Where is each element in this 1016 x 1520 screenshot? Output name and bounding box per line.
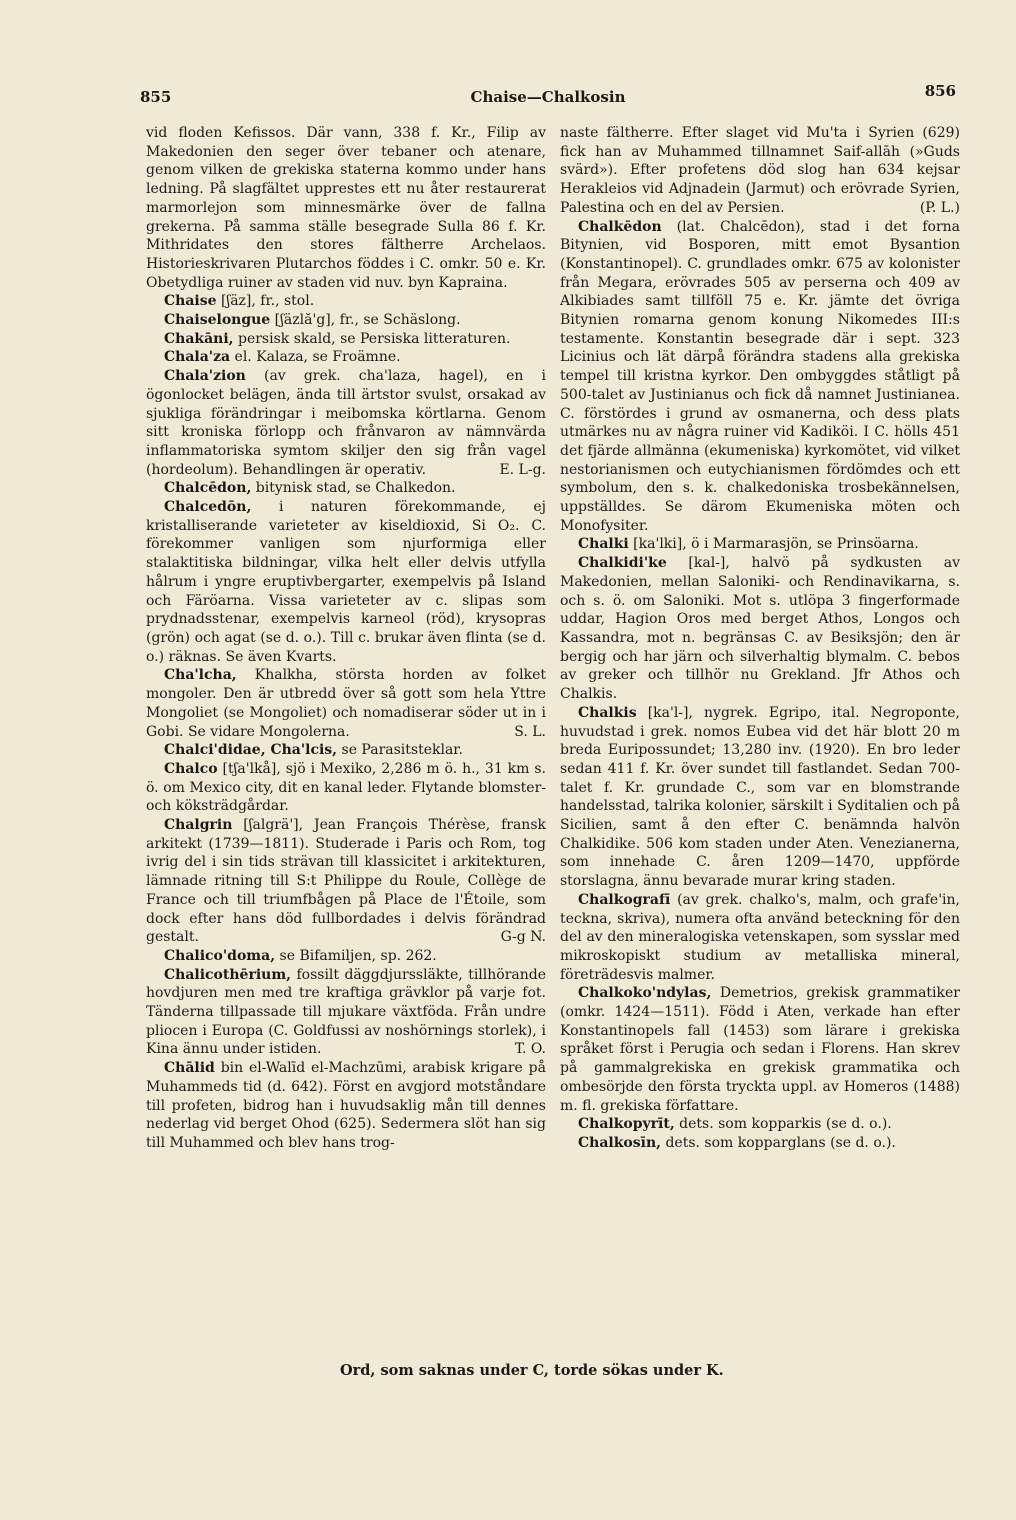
- entry-text: (lat. Chalcēdon), stad i det forna Bitynien, vid Bosporen, mitt emot Bysantion (Konstantinopel). C. grundlades omkr. 675 av kolonister från Megara, erövrades 505 av perserna och 409 av Alkibiades samt tillföll 75 e. Kr. jämte det övriga Bitynien romarna genom konung Nikomedes III:s testamente. Konstantin besegrade där i sept. 323 Licinius och lät därpå förändra stadens alla grekiska tempel till kristna kyrkor. Den ombyggdes ståtligt på 500-talet av Justinianus och fick då namnet Justinianea. C. förstördes i grund av osmanerna, och dess plats utmärkes nu av några ruiner vid Kadiköi. I C. hölls 451 det fjärde allmänna (ekumeniska) kyrkomötet, vid vilket nestorianismen och eutychianismen fördömdes och ett symbolum, den s. k. chalkedoniska trosbekännelsen, uppställdes. Se därom Ekumeniska möten och Monofysiter.: [560, 218, 960, 534]
- entry-text: i naturen förekommande, ej kristalliserande varieteter av kiseldioxid, Si O₂. C. förekommer vanligen som njurformiga eller stalaktitiska bildningar, vilka helt eller delvis utfylla hålrum i yngre eruptivbergarter, exempelvis på Island och Färöarna. Vissa varieteter av c. slipas som prydnadsstenar, exempelvis karneol (röd), krysopras (grön) och agat (se d. o.). Till c. brukar även flinta (se d. o.) räknas. Se även Kvarts.: [146, 499, 546, 665]
- page-number-right: 856: [924, 82, 956, 100]
- entry-text: se Bifamiljen, sp. 262.: [275, 947, 437, 964]
- entry-headword: Cha'lcha,: [164, 667, 237, 684]
- entry-headword: Chalcedōn,: [164, 499, 252, 516]
- dictionary-entry: [146, 947, 546, 966]
- dictionary-entry: [560, 554, 960, 704]
- entry-text: dets. som kopparglans (se d. o.).: [661, 1134, 896, 1151]
- entry-signature: (P. L.): [919, 199, 960, 216]
- entry-text: [ʃalgrä'], Jean François Thérèse, fransk arkitekt (1739—1811). Studerade i Paris och Rom, tog ivrig del i sin tids strävan till klassicitet i arkitekturen, lämnade ritning till S:t Philippe du Roule, Collège de France och till triumfbågen på Place de l'Étoile, som dock efter hans död fullbordades i delvis förändrad gestalt.: [146, 817, 546, 946]
- entry-text: fossilt däggdjurssläkte, tillhörande hovdjuren men med tre kraftiga grävklor på varje fot. Tänderna tillpassade till mjukare växtföda. Från undre pliocen i Europa (C. Goldfussi av noshörnings storlek), i Kina ännu under istiden.: [146, 966, 546, 1058]
- entry-headword: Chalcēdon,: [164, 480, 252, 497]
- page-header: [140, 82, 956, 112]
- footer-note: Ord, som saknas under C, torde sökas under K.: [340, 1362, 724, 1379]
- entry-text: [tʃa'lkå], sjö i Mexiko, 2,286 m ö. h., 31 km s. ö. om Mexico city, dit en kanal leder. Flytande blomster- och köksträdgårdar.: [146, 760, 546, 815]
- entry-headword: Chalicothērium,: [164, 966, 292, 983]
- dictionary-entry: [560, 124, 960, 218]
- dictionary-entry: [146, 124, 546, 292]
- entry-headword: Chaiselongue: [164, 312, 271, 329]
- entry-headword: Chalkopyrīt,: [578, 1116, 675, 1133]
- entry-text: [ʃäz], fr., stol.: [216, 293, 315, 310]
- entry-headword: Chakāni,: [164, 330, 234, 347]
- dictionary-entry: [146, 741, 546, 760]
- entry-text: (av grek. cha'laza, hagel), en i ögonlocket belägen, ända till ärtstor svulst, orsakad av sjukliga förändringar i meibomska körtlarna. Genom sitt kroniska förlopp och frånvaron av nämnvärda inflammatoriska symtom skiljer den sig från vagel (hordeolum). Behandlingen är operativ.: [146, 368, 546, 478]
- dictionary-entry: [560, 704, 960, 891]
- entry-text: dets. som kopparkis (se d. o.).: [674, 1116, 892, 1133]
- entry-headword: Chalgrin: [164, 817, 233, 834]
- dictionary-entry: [146, 966, 546, 1060]
- entry-text: bitynisk stad, se Chalkedon.: [251, 480, 456, 497]
- dictionary-entry: [146, 498, 546, 666]
- entry-text: (av grek. chalko's, malm, och grafe'in, teckna, skriva), numera ofta använd beteckning för den del av den mineralogiska vetenskapen, som sysslar med mikroskopiskt studium av metalliska mineral, företrädesvis malmer.: [560, 891, 960, 983]
- dictionary-entry: [146, 311, 546, 330]
- page-number-left: 855: [140, 88, 172, 106]
- entry-headword: Chalki: [578, 536, 629, 553]
- entry-headword: Chalco: [164, 760, 218, 777]
- entry-headword: Chalkis: [578, 704, 637, 721]
- entry-text: [kal-], halvö på sydkusten av Makedonien, mellan Saloniki- och Rendinavikarna, s. och s. ö. om Saloniki. Mot s. utlöpa 3 fingerformade uddar, Hagion Oros med berget Athos, Longos och Kassandra, mot n. begränsas C. av Besiksjön; den är bergig och har järn och silverhaltig blymalm. C. bebos av greker och tillhör nu Grekland. Jfr Athos och Chalkis.: [560, 555, 960, 703]
- entry-signature: S. L.: [514, 723, 546, 740]
- entry-headword: Chalkografī: [578, 891, 671, 908]
- entry-text: persisk skald, se Persiska litteraturen.: [233, 330, 511, 347]
- entry-text: naste fältherre. Efter slaget vid Mu'ta i Syrien (629) fick han av Muhammed tillnamnet Saif-allāh (»Guds svärd»). Efter profetens död slog han 634 kejsar Herakleios vid Adjnadein (Jarmut) och erövrade Syrien, Palestina och en del av Persien.: [560, 125, 960, 216]
- entry-signature: G-g N.: [500, 929, 546, 946]
- entry-headword: Chālid: [164, 1060, 215, 1077]
- right-column: [560, 124, 960, 1153]
- entry-text: [ka'l-], nygrek. Egripo, ital. Negroponte, huvudstad i grek. nomos Eubea vid det här blott 20 m breda Euripossundet; 13,280 inv. (1920). En bro leder sedan 411 f. Kr. över sundet till fastlandet. Sedan 700-talet f. Kr. grundade C., som var en blomstrande handelsstad, talrika kolonier, särskilt i Syditalien och på Sicilien, samt å den efter C. benämnda halvön Chalkidike. 506 kom staden under Aten. Venezianerna, som innehade C. åren 1209—1470, uppförde storslagna, ännu bevarade murar kring staden.: [560, 704, 960, 890]
- entry-signature: T. O.: [514, 1041, 546, 1058]
- entry-headword: Chala'za: [164, 349, 231, 366]
- entry-text: vid floden Kefissos. Där vann, 338 f. Kr., Filip av Makedonien den seger över tebaner och atenare, genom vilken de grekiska staterna kommo under hans ledning. På slagfältet upprestes ett nu åter restaurerat marmorlejon som minnesmärke över de fallna grekerna. På samma ställe besegrade Sulla 86 f. Kr. Mithridates den stores fältherre Archelaos. Historieskrivaren Plutarchos föddes i C. omkr. 50 e. Kr. Obetydliga ruiner av staden vid nuv. byn Kapraina.: [146, 125, 546, 291]
- entry-signature: E. L-g.: [499, 461, 546, 478]
- running-title: Chaise—Chalkosin: [470, 88, 626, 106]
- dictionary-entry: [146, 330, 546, 349]
- dictionary-entry: [146, 348, 546, 367]
- dictionary-entry: [560, 1115, 960, 1134]
- entry-headword: Chalico'doma,: [164, 947, 276, 964]
- dictionary-entry: [560, 891, 960, 985]
- dictionary-entry: [146, 367, 546, 479]
- dictionary-entry: [560, 1134, 960, 1153]
- dictionary-entry: [560, 535, 960, 554]
- dictionary-entry: [146, 760, 546, 816]
- entry-headword: Chaise: [164, 293, 217, 310]
- dictionary-entry: [146, 816, 546, 947]
- entry-text: el. Kalaza, se Froämne.: [230, 349, 401, 366]
- entry-headword: Chalkēdon: [578, 218, 662, 235]
- dictionary-entry: [146, 666, 546, 741]
- entry-text: [ʃäzlă'g], fr., se Schäslong.: [270, 312, 461, 329]
- entry-headword: Chalkoko'ndylas,: [578, 985, 712, 1002]
- entry-text: Demetrios, grekisk grammatiker (omkr. 1424—1511). Född i Aten, verkade han efter Konstantinopels fall (1453) som lärare i grekiska språket först i Perugia och sedan i Florens. Han skrev på gammalgrekiska en grekisk grammatika och ombesörjde den första tryckta uppl. av Homeros (1488) m. fl. grekiska författare.: [560, 985, 960, 1114]
- entry-headword: Chalkosīn,: [578, 1134, 662, 1151]
- entry-text: se Parasitsteklar.: [337, 742, 463, 759]
- dictionary-entry: [560, 984, 960, 1115]
- dictionary-entry: [146, 1059, 546, 1153]
- entry-headword: Chalkidi'ke: [578, 555, 667, 572]
- entry-headword: Chalci'didae, Cha'lcis,: [164, 742, 338, 759]
- dictionary-entry: [146, 292, 546, 311]
- dictionary-entry: [560, 218, 960, 536]
- entry-text: Khalkha, största horden av folket mongoler. Den är utbredd över så gott som hela Yttre Mongoliet (se Mongoliet) och nomadiserar söder ut in i Gobi. Se vidare Mongolerna.: [146, 667, 546, 740]
- entry-text: [ka'lki], ö i Marmarasjön, se Prinsöarna.: [628, 536, 919, 553]
- entry-text: bin el-Walīd el-Machzūmi, arabisk krigare på Muhammeds tid (d. 642). Först en avgjord motståndare till profeten, bidrog han i huvudsaklig mån till dennes nederlag vid berget Ohod (625). Sedermera slöt han sig till Muhammed och blev hans trog-: [146, 1060, 546, 1151]
- dictionary-entry: [146, 479, 546, 498]
- left-column: [146, 124, 546, 1153]
- entry-headword: Chala'zion: [164, 368, 246, 385]
